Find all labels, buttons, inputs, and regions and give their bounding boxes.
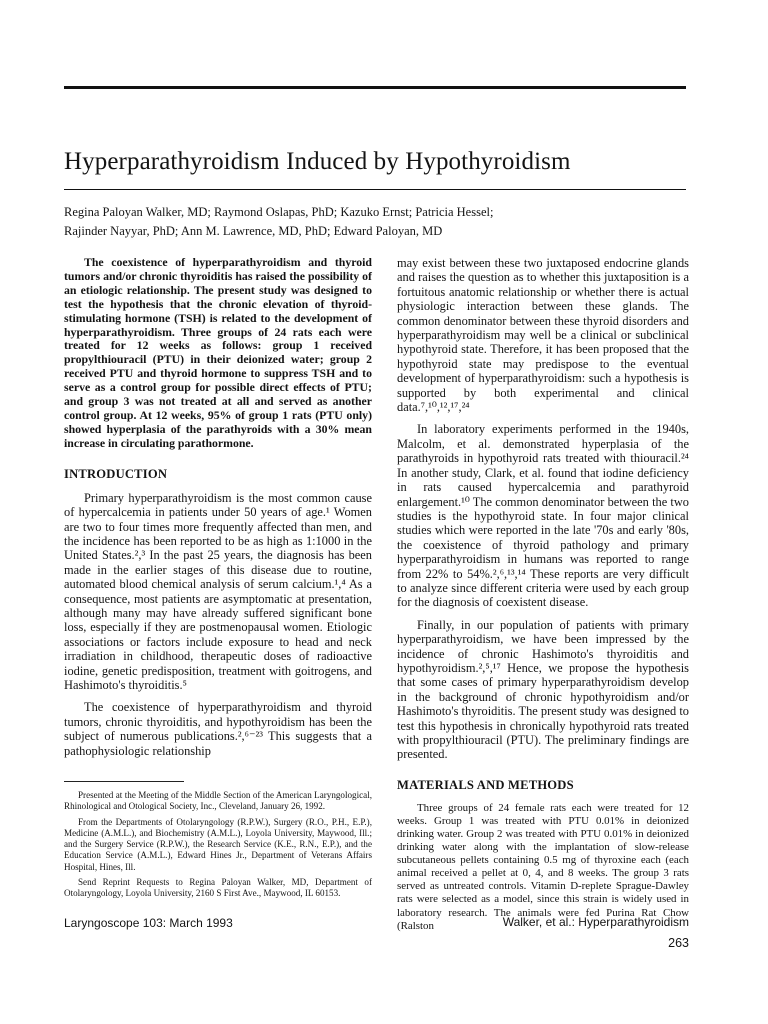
body-paragraph: Primary hyperparathyroidism is the most common cause of hypercalcemia in patients under 50 years of age.¹ Women are two to four times more frequently affected than men, and the incidence has been reported to be as high as 1:1000 in the United States.²,³ In the past 25 years, the diagnosis has been made in the earlier stages of this disease due to routine, automated blood chemical analysis of serum calcium.¹,⁴ As a consequence, most patients are asymptomatic at presentation, although many may have already suffered significant bone loss, especially if they are postmenopausal women. Etiologic associations or factors include exposure to head and neck irradiation in childhood, therapeutic doses of radioactive iodine, genetic predisposition, treatment with goitrogens, and Hashimoto's thyroiditis.⁵	[64, 490, 372, 692]
running-header	[503, 913, 689, 952]
body-paragraph: In laboratory experiments performed in the 1940s, Malcolm, et al. demonstrated hyperplasia of the parathyroids in hypothyroid rats treated with thiouracil.²⁴ In another study, Clark, et al. found that iodine deficiency in rats caused hypercalcemia and parathyroid enlargement.¹⁰ The common denominator between the two studies is the hypothyroid state. In four major clinical studies which were reported in the late '70s and early '80s, the coexistence of thyroid pathology and primary hyperparathyroidism in humans was reported to range from 22% to 54%.²,⁶,¹³,¹⁴ These reports are very difficult to analyze since different criteria were used by each group for the diagnosis of coexistent disease.	[397, 422, 689, 610]
author-line: Regina Paloyan Walker, MD; Raymond Oslapas, PhD; Kazuko Ernst; Patricia Hessel;	[64, 205, 494, 219]
body-paragraph: The coexistence of hyperparathyroidism and thyroid tumors, chronic thyroiditis, and hypothyroidism has been the subject of numerous publications.²,⁶⁻²³ This suggests that a pathophysiologic relationship	[64, 700, 372, 758]
abstract: The coexistence of hyperparathyroidism and thyroid tumors and/or chronic thyroiditis has raised the possibility of an etiologic relationship. The present study was designed to test the hypothesis that the chronic elevation of thyroid-stimulating hormone (TSH) is related to the development of hyperparathyroidism. Three groups of 24 rats each were treated for 12 weeks as follows: group 1 received propylthiouracil (PTU) in their deionized water; group 2 received PTU and thyroid hormone to suppress TSH and to serve as a control group for possible direct effects of PTU; and group 3 was not treated at all and served as another control group. At 12 weeks, 95% of group 1 rats (PTU only) showed hyperplasia of the parathyroids with a 30% mean increase in circulating parathormone.	[64, 255, 372, 450]
journal-citation: Laryngoscope 103: March 1993	[64, 916, 233, 930]
running-title: Walker, et al.: Hyperparathyroidism	[502, 915, 689, 929]
author-line: Rajinder Nayyar, PhD; Ann M. Lawrence, MD, PhD; Edward Paloyan, MD	[64, 224, 443, 238]
top-rule	[64, 86, 686, 89]
footnote-rule	[64, 781, 184, 782]
title-rule	[64, 189, 686, 190]
body-paragraph: Finally, in our population of patients with primary hyperparathyroidism, we have been impressed by the incidence of chronic Hashimoto's thyroiditis and hypothyroidism.²,⁵,¹⁷ Hence, we propose the hypothesis that some cases of primary hyperparathyroidism develop in the background of chronic hypothyroidism and/or Hashimoto's thyroiditis. The present study was designed to test this hypothesis in chronically hypothyroid rats treated with propylthiouracil (PTU). The preliminary findings are presented.	[397, 617, 689, 762]
footnotes	[64, 790, 372, 904]
footnote: From the Departments of Otolaryngology (R.P.W.), Surgery (R.O., P.H., E.P.), Medicine (A.M.L.), and Biochemistry (A.M.L.), Loyola University, Maywood, Ill.; and the Surgery Service (R.P.W.), the Research Service (K.E., R.N., E.P.), and the Education Service (A.M.L.), Edward Hines Jr., Department of Veterans Affairs Hospital, Hines, Ill.	[64, 816, 372, 872]
methods-heading: MATERIALS AND METHODS	[397, 777, 574, 792]
article-title: Hyperparathyroidism Induced by Hypothyroidism	[64, 148, 571, 175]
left-column	[64, 256, 372, 758]
footnote: Presented at the Meeting of the Middle Section of the American Laryngological, Rhinological and Otological Society, Inc., Cleveland, January 26, 1992.	[64, 790, 372, 812]
page-number: 263	[668, 936, 689, 950]
methods-paragraph: Three groups of 24 female rats each were treated for 12 weeks. Group 1 was treated with PTU 0.01% in deionized drinking water. Group 2 was treated with PTU 0.01% in deionized drinking water along with the implantation of slow-release subcutaneous pellets containing 0.5 mg of thyroxine each (each animal received a pellet at 0, 4, and 8 weeks. The group 3 rats served as untreated controls. Vitamin D-replete Sprague-Dawley rats were selected as a model, since this strain is widely used in laboratory research. The animals were fed Purina Rat Chow (Ralston	[397, 801, 689, 932]
footnote: Send Reprint Requests to Regina Paloyan Walker, MD, Department of Otolaryngology, Loyola University, 2160 S First Ave., Maywood, IL 60153.	[64, 877, 372, 899]
introduction-heading: INTRODUCTION	[64, 466, 168, 481]
body-paragraph: may exist between these two juxtaposed endocrine glands and raises the question as to whether this juxtaposition is a fortuitous anatomic relationship or whether there is actual physiologic interaction between these glands. The common denominator between these thyroid disorders and hyperparathyroidism may well be a clinical or subclinical hypothyroid state. Therefore, it has been proposed that the hypothyroid state may predispose to the eventual development of hyperparathyroidism: such a hypothesis is supported by both experimental and clinical data.⁷,¹⁰,¹²,¹⁷,²⁴	[397, 256, 689, 415]
right-column	[397, 256, 689, 933]
author-list	[64, 203, 684, 241]
